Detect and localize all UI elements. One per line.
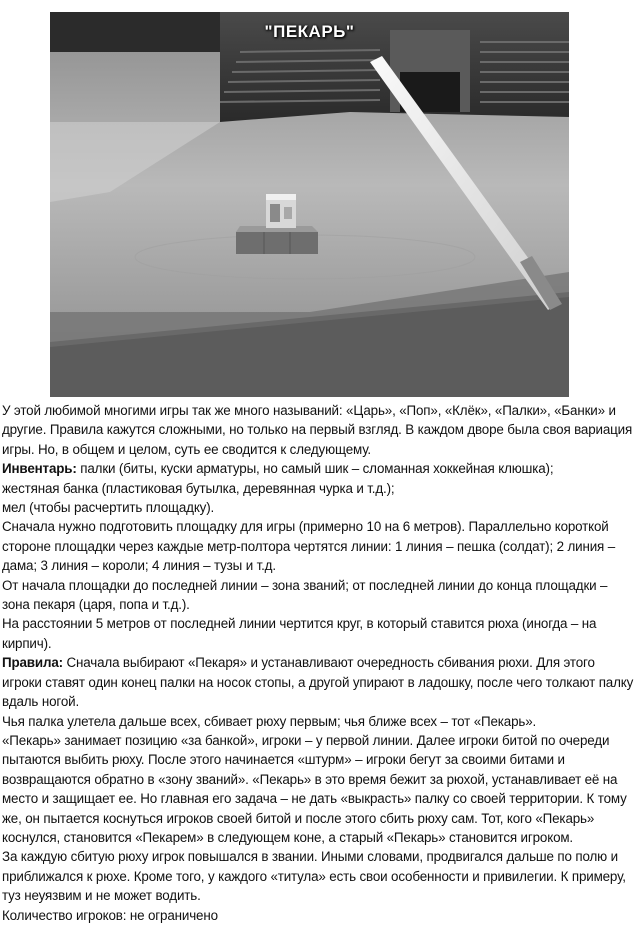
inventory-paragraph bbox=[2, 459, 634, 478]
inventory-label: Инвентарь: bbox=[2, 461, 77, 477]
rules-text: Сначала выбирают «Пекаря» и устанавливают очередность сбивания рюхи. Для этого игроки ставят один конец палки на носок стопы, а другой упирают в ладошку, после чего толкают палку вдаль ногой. bbox=[2, 655, 634, 710]
players-count: Количество игроков: не ограничено bbox=[2, 907, 218, 923]
circle-paragraph: На расстоянии 5 метров от последней линии чертится круг, в который ставится рюха (иногда – на кирпич). bbox=[2, 616, 597, 651]
ranks-paragraph: За каждую сбитую рюху игрок повышался в звании. Иными словами, продвигался дальше по полю и приближался к рюхе. Кроме того, у каждого «титула» есть свои особенности и привилегии. К примеру, туз неуязвим и не может водить. bbox=[2, 849, 626, 904]
inventory-text: палки (биты, куски арматуры, но самый шик – сломанная хоккейная клюшка); bbox=[76, 461, 554, 477]
zones-paragraph: От начала площадки до последней линии – зона званий; от последней линии до конца площадки – зона пекаря (царя, попа и т.д.). bbox=[2, 577, 608, 613]
inventory-chalk: мел (чтобы расчертить площадку). bbox=[2, 500, 215, 516]
gameplay-paragraph: «Пекарь» занимает позицию «за банкой», игроки – у первой линии. Далее игроки битой по очереди пытаются выбить рюху. После этого начинается «штурм» – игроки бегут за своими битами и возвращаются обратно в «зону званий». «Пекарь» в это время бежит за рюхой, устанавливает её на место и защищает ее. Но главная его задача – не дать «выкрасть» палку со своей территории. К тому же, он пытается коснуться игроков своей битой и после этого сбить рюху сам. Тот, кого «Пекарь» коснулся, становится «Пекарем» в следующем коне, а старый «Пекарь» становится игроком. bbox=[2, 732, 627, 845]
rules-paragraph bbox=[2, 653, 634, 711]
order-paragraph: Чья палка улетела дальше всех, сбивает рюху первым; чья ближе всех – тот «Пекарь». bbox=[2, 713, 537, 729]
article-text bbox=[2, 401, 634, 925]
game-photo bbox=[50, 12, 569, 397]
field-setup-paragraph: Сначала нужно подготовить площадку для игры (примерно 10 на 6 метров). Параллельно короткой стороне площадки через каждые метр-полтора чертятся линии: 1 линия – пешка (солдат); 2 линия – дама; 3 линия – короли; 4 линия – тузы и т.д. bbox=[2, 519, 615, 574]
rules-label: Правила: bbox=[2, 655, 63, 671]
photo-title: "ПЕКАРЬ" bbox=[264, 22, 355, 41]
photo-illustration bbox=[50, 12, 569, 397]
intro-paragraph: У этой любимой многими игры так же много называний: «Царь», «Поп», «Клёк», «Палки», «Банки» и другие. Правила кажутся сложными, но только на первый взгляд. В каждом дворе была своя вариация игры. Но, в общем и целом, суть ее сводится к следующему. bbox=[2, 403, 633, 457]
inventory-can: жестяная банка (пластиковая бутылка, деревянная чурка и т.д.); bbox=[2, 480, 395, 496]
